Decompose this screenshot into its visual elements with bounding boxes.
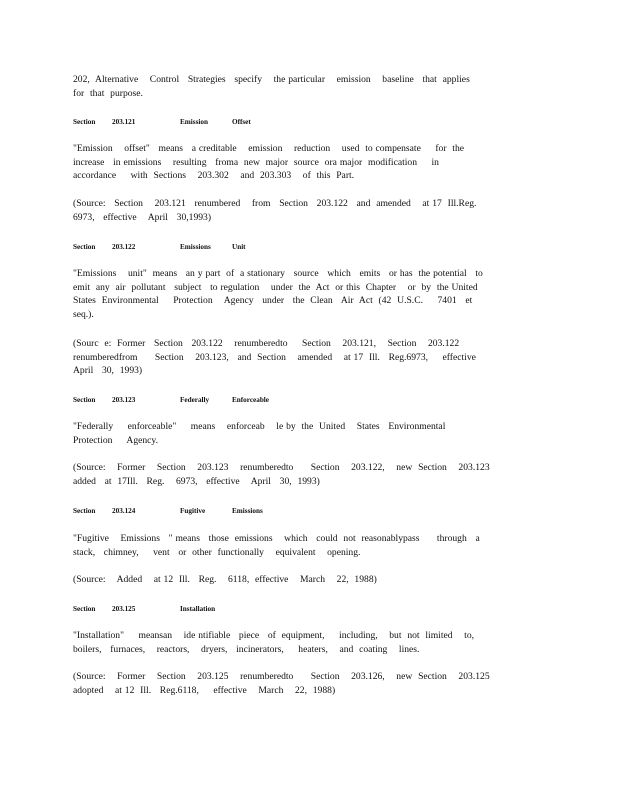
section-title-word: Installation: [180, 605, 216, 613]
section-number: 203.123: [112, 396, 136, 404]
source-note: (Source: Former Section 203.125 renumberedto Section 203.126, new Section 203.125 adopted at 12 Ill. Reg.6118, effective March 22, 1988): [73, 671, 490, 696]
section-number: 203.122: [112, 243, 136, 251]
definition-paragraph: "Installation" meansan ide ntifiable piece of equipment, including, but not limited to, boilers, furnaces, reactors, dryers, incinerators, heaters, and coating lines.: [73, 630, 475, 655]
section-label: Section: [73, 507, 96, 515]
section-title-word: Emission: [180, 118, 208, 126]
section-title-word: Fugitive: [180, 507, 206, 515]
section-number: 203.124: [112, 507, 136, 515]
definition-paragraph: "Emission offset" means a creditable emission reduction used to compensate for the increase in emissions resulting froma new major source ora major modification in accordance with Sections 203.302 and 203.303 of this Part.: [73, 143, 465, 181]
section-title-word: Offset: [232, 118, 251, 126]
definition-paragraph: "Emissions unit" means an y part of a stationary source which emits or has the potential to emit any air pollutant subject to regulation under the Act or this Chapter or by the United States Environmental Protection Agency under the Clean Air Act (42 U.S.C. 7401 et seq.).: [73, 268, 483, 320]
section-label: Section: [73, 243, 96, 251]
section-label: Section: [73, 396, 96, 404]
source-note: (Source: Former Section 203.123 renumberedto Section 203.122, new Section 203.123 added at 17Ill. Reg. 6973, effective April 30, 1993): [73, 462, 490, 487]
source-note: (Sourc e: Former Section 203.122 renumberedto Section 203.121, Section 203.122 renumberedfrom Section 203.123, and Section amended at 17 Ill. Reg.6973, effective April 30, 1993): [73, 338, 476, 376]
definition-paragraph: "Federally enforceable" means enforceab le by the United States Environmental Protection Agency.: [73, 421, 446, 446]
section-label: Section: [73, 118, 96, 126]
section-number: 203.121: [112, 118, 136, 126]
definition-paragraph: "Fugitive Emissions " means those emissions which could not reasonablypass through a stack, chimney, vent or other functionally equivalent opening.: [73, 533, 480, 558]
source-note: (Source: Section 203.121 renumbered from Section 203.122 and amended at 17 Ill.Reg. 6973, effective April 30,1993): [73, 198, 477, 223]
section-title-word: Emissions: [232, 507, 263, 515]
source-note: (Source: Added at 12 Ill. Reg. 6118, effective March 22, 1988): [73, 574, 377, 585]
section-title-word: Emissions: [180, 243, 211, 251]
section-title-word: Enforceable: [232, 396, 269, 404]
section-number: 203.125: [112, 605, 136, 613]
intro-paragraph: 202, Alternative Control Strategies specify the particular emission baseline that applies for that purpose.: [73, 74, 470, 99]
section-title-word: Unit: [232, 243, 246, 251]
section-label: Section: [73, 605, 96, 613]
section-title-word: Federally: [180, 396, 210, 404]
